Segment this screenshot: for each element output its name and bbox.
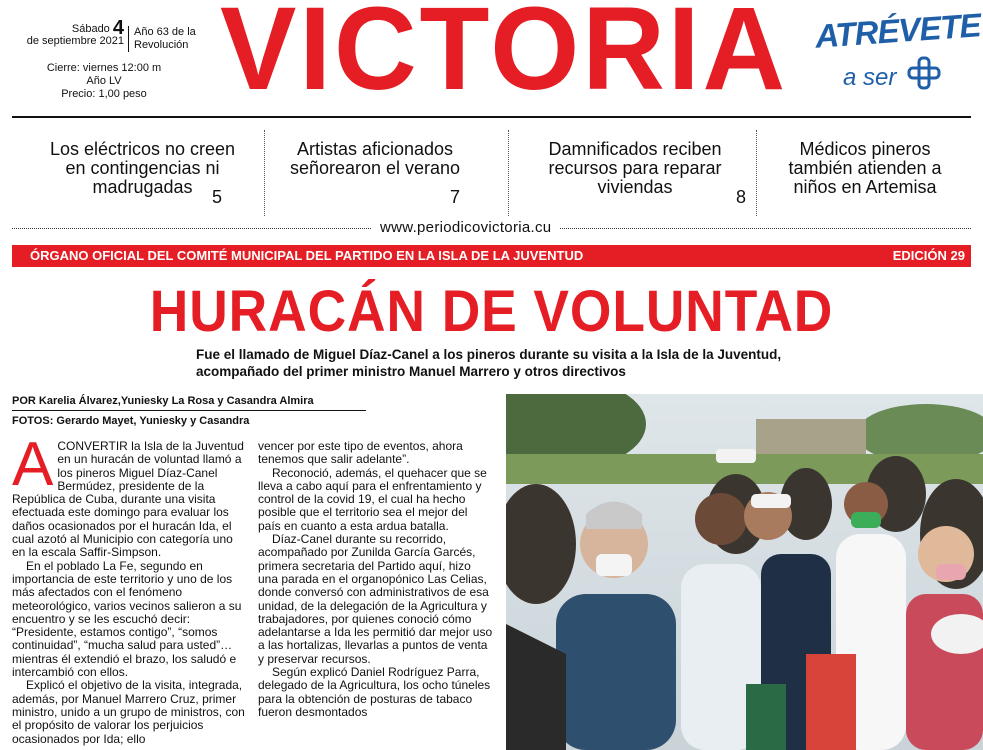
masthead-divider xyxy=(12,116,971,118)
photo-credit: FOTOS: Gerardo Mayet, Yuniesky y Casandra xyxy=(12,415,250,427)
article-deck: Fue el llamado de Miguel Díaz-Canel a los pineros durante su visita a la Isla de la Juventud, acompañado del primer ministro Manuel Marrero y otros directivos xyxy=(196,347,782,379)
teaser-divider xyxy=(264,130,265,216)
teaser-text: Artistas aficionados señorearon el verano xyxy=(289,139,461,178)
organ-text: ÓRGANO OFICIAL DEL COMITÉ MUNICIPAL DEL PARTIDO EN LA ISLA DE LA JUVENTUD xyxy=(30,248,584,263)
crowd-photo xyxy=(506,394,983,750)
organ-band xyxy=(12,245,971,267)
author-credit: POR Karelia Álvarez,Yuniesky La Rosa y Casandra Almira xyxy=(12,394,366,411)
article-paragraph: Reconoció, además, el quehacer que se lleva a cabo aquí para el enfrentamiento y control de la covid 19, el cual ha hecho posible que el territorio sea el mejor del país en cuanto a esta ardua batalla. xyxy=(258,465,487,533)
article-paragraph: En el poblado La Fe, segundo en importancia de este territorio y uno de los más afectados con el fenómeno meteorológico, varios vecinos salieron a su encuentro y se les escuchó decir: “Presidente, estamos contigo”, “somos continuidad”, “mucha salud para usted”… mientras él extendió el brazo, los saludó e intercambió con ellos. xyxy=(12,558,242,680)
teaser-damnificados[interactable] xyxy=(530,139,747,207)
campaign-line1: ATRÉVETE xyxy=(813,6,982,55)
teaser-artistas[interactable] xyxy=(280,139,470,207)
website-link[interactable]: www.periodicovictoria.cu xyxy=(372,219,559,236)
day-number: 4 xyxy=(112,17,124,39)
teaser-page: 8 xyxy=(736,187,747,207)
issue-date xyxy=(12,17,124,47)
teaser-text: Médicos pineros también atienden a niños en Artemisa xyxy=(788,139,942,197)
article-column-1 xyxy=(12,430,247,746)
campaign-logo xyxy=(813,6,982,102)
date-rest: de septiembre 2021 xyxy=(26,35,124,47)
article-paragraph: Díaz-Canel durante su recorrido, acompañado por Zunilda García Garcés, primera secretaria del Partido aquí, hizo una parada en el organopónico Las Celias, donde conversó con administrativos de esa unidad, de la delegación de la Agricultura y trabajadores, por quienes conoció cómo adelantarse a Ida les permitió dar mejor uso a las hortalizas, llevarlas a puntos de venta y preservar recursos. xyxy=(258,532,493,666)
article-paragraph: Explicó el objetivo de la visita, integrada, además, por Manuel Marrero Cruz, primer ministro, unido a un grupo de ministros, con el propósito de valorar los perjuicios ocasionados por Ida; ello xyxy=(12,678,245,746)
teaser-text: Damnificados reciben recursos para reparar viviendas xyxy=(548,139,722,197)
teaser-page: 5 xyxy=(212,187,223,207)
year-roman: Año LV xyxy=(86,75,122,87)
article-paragraph: Según explicó Daniel Rodríguez Parra, delegado de la Agricultura, los ocho túneles para la obtención de posturas de tabaco fueron desmontados xyxy=(258,665,491,719)
teaser-page: 7 xyxy=(450,187,461,207)
article-paragraph: ACONVERTIR la Isla de la Juventud en un huracán de voluntad llamó a los pineros Miguel Díaz-Canel Bermúdez, presidente de la República de Cuba, durante una visita efectuada este domingo para evaluar los daños ocasionados por el huracán Ida, el cual azotó al Municipio con categoría uno en la escala Saffir-Simpson. xyxy=(12,430,244,560)
teaser-divider xyxy=(508,130,509,216)
revolution-year: Año 63 de la Revolución xyxy=(128,26,208,52)
teaser-text: Los eléctricos no creen en contingencias ni madrugadas xyxy=(49,139,236,197)
teaser-medicos[interactable] xyxy=(775,140,955,197)
article-photo xyxy=(506,394,983,750)
article-headline: HURACÁN DE VOLUNTAD xyxy=(149,279,834,344)
day-name: Sábado xyxy=(71,23,110,35)
campaign-line2: a ser xyxy=(843,64,897,91)
article-column-2 xyxy=(258,440,493,719)
issue-meta xyxy=(30,62,178,101)
newspaper-logo[interactable]: VICTORIA xyxy=(220,0,789,115)
drop-cap: A xyxy=(12,430,54,499)
edition-number: EDICIÓN 29 xyxy=(892,248,965,263)
teaser-electricos[interactable] xyxy=(40,139,245,207)
byline xyxy=(12,394,366,428)
teaser-divider xyxy=(756,130,757,216)
plus-icon xyxy=(907,56,941,90)
price: Precio: 1,00 peso xyxy=(61,88,147,100)
close-time: Cierre: viernes 12:00 m xyxy=(46,62,162,74)
article-paragraph: vencer por este tipo de eventos, ahora tenemos que salir adelante”. xyxy=(258,439,463,467)
